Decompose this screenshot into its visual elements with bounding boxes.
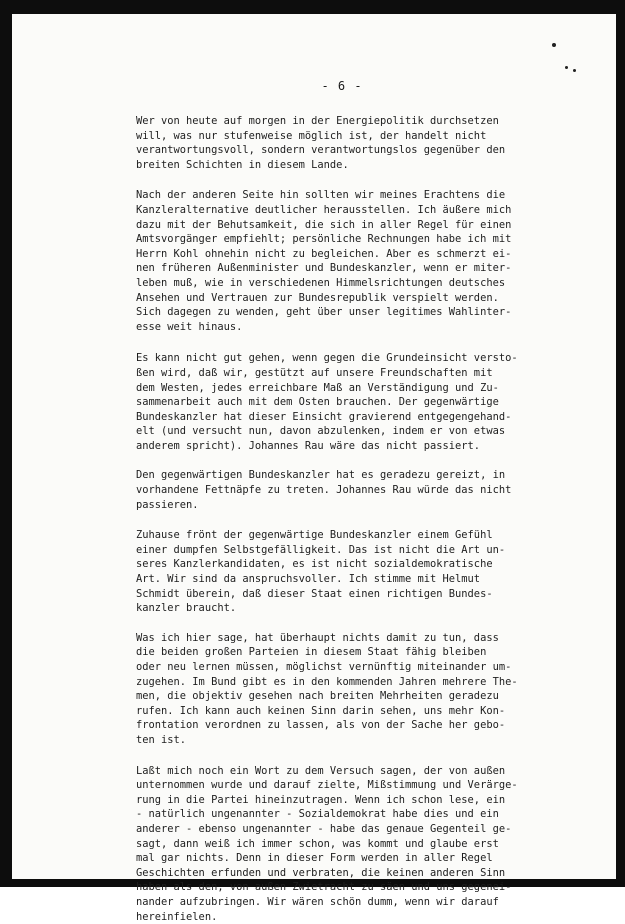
text-line: mal gar nichts. Denn in dieser Form werden in aller Regel bbox=[136, 852, 493, 865]
text-line: passieren. bbox=[136, 498, 199, 511]
text-line: verantwortungsvoll, sondern verantwortungslos gegenüber den bbox=[136, 144, 506, 157]
text-line: Art. Wir sind da anspruchsvoller. Ich stimme mit Helmut bbox=[136, 573, 481, 586]
text-line: seres Kanzlerkandidaten, es ist nicht sozialdemokratische bbox=[136, 558, 493, 571]
text-line: - natürlich ungenannter - Sozialdemokrat habe dies und ein bbox=[136, 808, 499, 821]
text-line: anderem spricht). Johannes Rau wäre das nicht passiert. bbox=[136, 439, 481, 452]
text-line: nen früheren Außenminister und Bundeskanzler, wenn er miter- bbox=[136, 262, 512, 275]
paragraph-7 bbox=[136, 764, 576, 924]
text-line: zugehen. Im Bund gibt es in den kommenden Jahren mehrere The- bbox=[136, 675, 518, 688]
text-line: nander aufzubringen. Wir wären schön dumm, wenn wir darauf bbox=[136, 895, 499, 908]
text-line: hereinfielen. bbox=[136, 910, 218, 923]
text-line: dazu mit der Behutsamkeit, die sich in aller Regel für einen bbox=[136, 218, 512, 231]
scan-speck bbox=[573, 69, 576, 72]
text-line: Kanzleralternative deutlicher herausstellen. Ich äußere mich bbox=[136, 203, 512, 216]
text-line: Was ich hier sage, hat überhaupt nichts damit zu tun, dass bbox=[136, 631, 499, 644]
text-line: ten ist. bbox=[136, 733, 187, 746]
paragraph-4 bbox=[136, 468, 576, 512]
text-line: einer dumpfen Selbstgefälligkeit. Das ist nicht die Art un- bbox=[136, 543, 506, 556]
text-line: Zuhause frönt der gegenwärtige Bundeskanzler einem Gefühl bbox=[136, 529, 493, 542]
paragraph-2 bbox=[136, 188, 576, 334]
text-line: frontation verordnen zu lassen, als von der Sache her gebo- bbox=[136, 719, 506, 732]
page-number: - 6 - bbox=[321, 79, 363, 93]
text-line: unternommen wurde und darauf zielte, Mißstimmung und Verärge- bbox=[136, 779, 518, 792]
text-line: Schmidt überein, daß dieser Staat einen richtigen Bundes- bbox=[136, 587, 493, 600]
paragraph-5 bbox=[136, 528, 576, 616]
text-line: esse weit hinaus. bbox=[136, 320, 243, 333]
text-line: rufen. Ich kann auch keinen Sinn darin sehen, uns mehr Kon- bbox=[136, 704, 506, 717]
paragraph-3 bbox=[136, 351, 576, 453]
text-line: Geschichten erfunden und verbraten, die keinen anderen Sinn bbox=[136, 866, 506, 879]
text-line: elt (und versucht nun, davon abzulenken, indem er von etwas bbox=[136, 425, 506, 438]
text-line: sagt, dann weiß ich immer schon, was kommt und glaube erst bbox=[136, 837, 499, 850]
text-line: anderer - ebenso ungenannter - habe das genaue Gegenteil ge- bbox=[136, 822, 512, 835]
text-line: vorhandene Fettnäpfe zu treten. Johannes Rau würde das nicht bbox=[136, 484, 512, 497]
text-line: sammenarbeit auch mit dem Osten brauchen. Der gegenwärtige bbox=[136, 396, 499, 409]
text-line: Bundeskanzler hat dieser Einsicht gravierend entgegengehand- bbox=[136, 410, 512, 423]
text-line: ßen wird, daß wir, gestützt auf unsere Freundschaften mit bbox=[136, 366, 493, 379]
text-line: dem Westen, jedes erreichbare Maß an Verständigung und Zu- bbox=[136, 381, 499, 394]
text-line: Ansehen und Vertrauen zur Bundesrepublik verspielt werden. bbox=[136, 291, 499, 304]
text-line: Herrn Kohl ohnehin nicht zu begleichen. Aber es schmerzt ei- bbox=[136, 247, 512, 260]
text-line: will, was nur stufenweise möglich ist, der handelt nicht bbox=[136, 129, 487, 142]
text-line: Laßt mich noch ein Wort zu dem Versuch sagen, der von außen bbox=[136, 764, 506, 777]
text-line: haben als den, von außen Zwietracht zu säen und uns gegenei- bbox=[136, 881, 512, 894]
text-line: Den gegenwärtigen Bundeskanzler hat es geradezu gereizt, in bbox=[136, 469, 506, 482]
text-line: die beiden großen Parteien in diesem Staat fähig bleiben bbox=[136, 646, 487, 659]
scan-speck bbox=[565, 66, 568, 69]
text-line: oder neu lernen müssen, möglichst vernünftig miteinander um- bbox=[136, 661, 512, 673]
text-line: Amtsvorgänger empfiehlt; persönliche Rechnungen habe ich mit bbox=[136, 233, 512, 246]
text-line: Nach der anderen Seite hin sollten wir meines Erachtens die bbox=[136, 189, 506, 202]
paragraph-1 bbox=[136, 114, 576, 172]
text-line: Wer von heute auf morgen in der Energiepolitik durchsetzen bbox=[136, 115, 499, 127]
text-line: rung in die Partei hineinzutragen. Wenn ich schon lese, ein bbox=[136, 793, 506, 806]
document-body bbox=[136, 114, 576, 924]
text-line: kanzler braucht. bbox=[136, 602, 237, 615]
scan-speck bbox=[552, 43, 556, 47]
text-line: Es kann nicht gut gehen, wenn gegen die Grundeinsicht versto- bbox=[136, 352, 518, 365]
text-line: Sich dagegen zu wenden, geht über unser legitimes Wahlinter- bbox=[136, 306, 512, 319]
paragraph-6 bbox=[136, 631, 576, 748]
text-line: leben muß, wie in verschiedenen Himmelsrichtungen deutsches bbox=[136, 276, 506, 289]
text-line: breiten Schichten in diesem Lande. bbox=[136, 158, 349, 171]
text-line: men, die objektiv gesehen nach breiten Mehrheiten geradezu bbox=[136, 690, 499, 703]
